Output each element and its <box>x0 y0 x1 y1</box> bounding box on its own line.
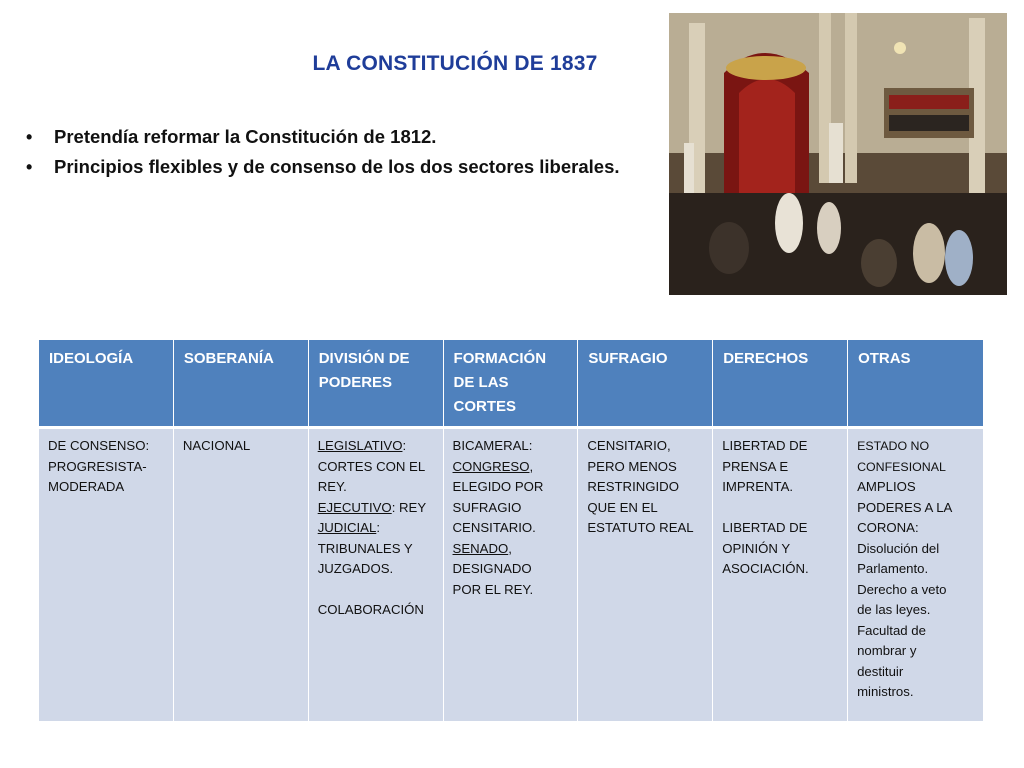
cell-division: LEGISLATIVO: CORTES CON EL REY. EJECUTIVO: REY JUDICIAL: TRIBUNALES Y JUZGADOS. COLABORACIÓN <box>309 429 444 721</box>
slide-title: LA CONSTITUCIÓN DE 1837 <box>312 52 598 75</box>
cell-otras: ESTADO NO CONFESIONAL AMPLIOS PODERES A LA CORONA: Disolución del Parlamento. Derecho a veto de las leyes. Facultad de nombrar y destituir ministros. <box>848 429 983 721</box>
table-row <box>39 429 983 721</box>
bullet-item <box>26 152 620 182</box>
cell-soberania: NACIONAL <box>174 429 309 721</box>
bullet-item <box>26 122 620 152</box>
header-otras: OTRAS <box>848 340 983 429</box>
bullet-dot: • <box>26 127 33 147</box>
bullet-text: Principios flexibles y de consenso de los dos sectores liberales. <box>54 156 620 177</box>
bullet-list <box>26 122 620 182</box>
cell-sufragio: CENSITARIO, PERO MENOS RESTRINGIDO QUE EN EL ESTATUTO REAL <box>578 429 713 721</box>
header-division: DIVISIÓN DE PODERES <box>309 340 444 429</box>
bullet-text: Pretendía reformar la Constitución de 1812. <box>54 126 437 147</box>
header-ideologia: IDEOLOGÍA <box>39 340 174 429</box>
cell-ideologia: DE CONSENSO: PROGRESISTA- MODERADA <box>39 429 174 721</box>
header-sufragio: SUFRAGIO <box>578 340 713 429</box>
painting-image <box>669 13 1007 295</box>
header-derechos: DERECHOS <box>713 340 848 429</box>
constitution-table <box>39 340 983 721</box>
table-header-row <box>39 340 983 429</box>
cell-derechos: LIBERTAD DE PRENSA E IMPRENTA. LIBERTAD DE OPINIÓN Y ASOCIACIÓN. <box>713 429 848 721</box>
bullet-dot: • <box>26 157 33 177</box>
painting-illustration <box>669 13 1007 295</box>
cell-formacion: BICAMERAL: CONGRESO, ELEGIDO POR SUFRAGIO CENSITARIO. SENADO, DESIGNADO POR EL REY. <box>444 429 579 721</box>
header-formacion: FORMACIÓN DE LAS CORTES <box>444 340 579 429</box>
header-soberania: SOBERANÍA <box>174 340 309 429</box>
